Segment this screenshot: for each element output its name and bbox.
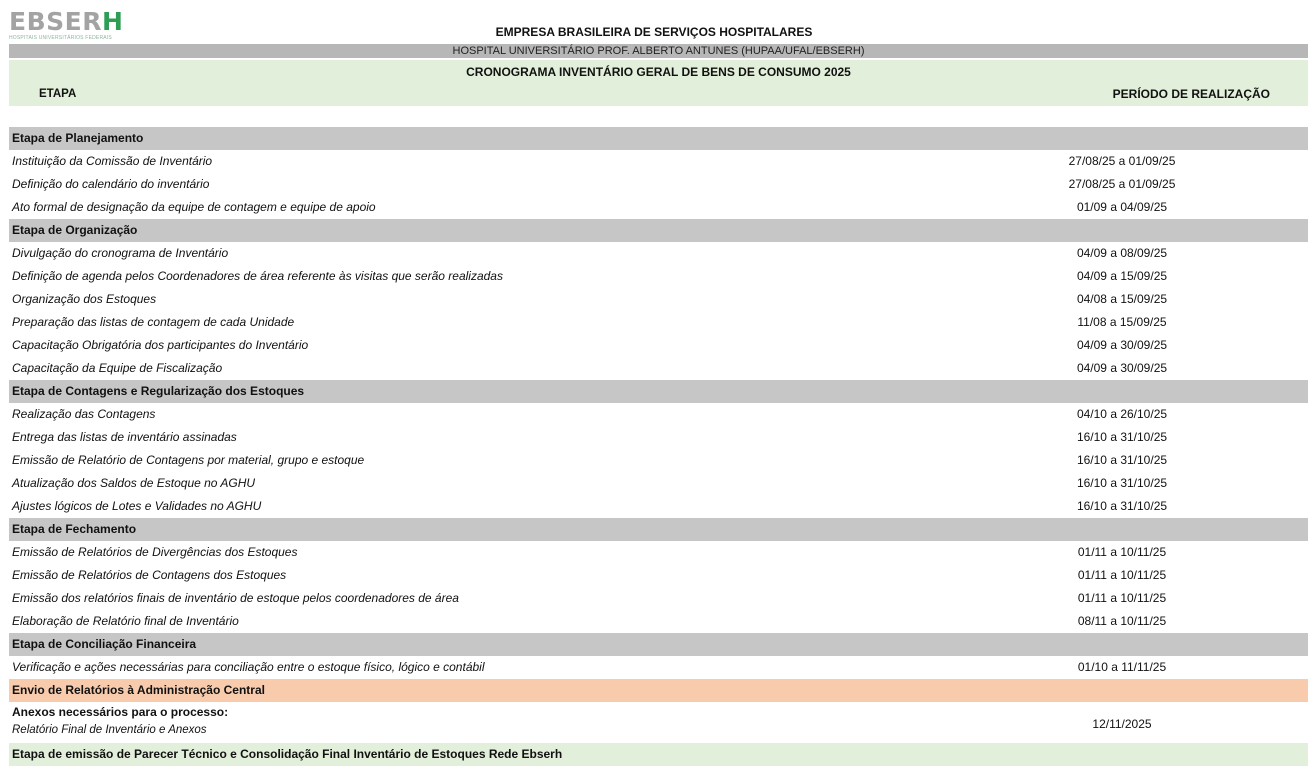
- period-cell: 16/10 a 31/10/25: [1076, 476, 1168, 490]
- section-label: Etapa de Conciliação Financeira: [12, 637, 197, 651]
- table-row: [9, 472, 1308, 495]
- table-row: [9, 242, 1308, 265]
- period-cell: 12/11/2025: [1092, 717, 1152, 731]
- period-cell: 16/10 a 31/10/25: [1076, 430, 1168, 444]
- activity-label: Definição do calendário do inventário: [12, 177, 210, 191]
- activity-label: Preparação das listas de contagem de cada Unidade: [12, 315, 295, 329]
- logo-text: EBSER: [9, 7, 102, 36]
- final-stage-row: [9, 743, 1308, 766]
- activity-label: Emissão de Relatório de Contagens por material, grupo e estoque: [12, 453, 365, 467]
- annex-row: [9, 702, 1308, 743]
- section-label: Etapa de Fechamento: [12, 522, 137, 536]
- table-header: [9, 60, 1308, 106]
- table-row: [9, 587, 1308, 610]
- section-row: [9, 219, 1308, 242]
- activity-label: Verificação e ações necessárias para conciliação entre o estoque físico, lógico e contábil: [12, 660, 485, 674]
- column-header-etapa: ETAPA: [39, 88, 77, 100]
- activity-label: Ajustes lógicos de Lotes e Validades no AGHU: [12, 499, 262, 513]
- organization-title: EMPRESA BRASILEIRA DE SERVIÇOS HOSPITALARES: [495, 25, 813, 39]
- table-row: [9, 265, 1308, 288]
- logo-tagline: HOSPITAIS UNIVERSITÁRIOS FEDERAIS: [9, 35, 112, 41]
- table-row: [9, 311, 1308, 334]
- table-row: [9, 334, 1308, 357]
- table-row: [9, 357, 1308, 380]
- period-cell: 01/09 a 04/09/25: [1076, 200, 1168, 214]
- activity-label: Organização dos Estoques: [12, 292, 157, 306]
- table-row: [9, 610, 1308, 633]
- period-cell: 27/08/25 a 01/09/25: [1068, 177, 1176, 191]
- section-row: [9, 127, 1308, 150]
- table-row: [9, 288, 1308, 311]
- period-cell: 04/09 a 30/09/25: [1076, 361, 1168, 375]
- annex-item: Relatório Final de Inventário e Anexos: [12, 724, 207, 736]
- table-row: [9, 656, 1308, 679]
- period-cell: 04/09 a 15/09/25: [1076, 269, 1168, 283]
- hospital-name: HOSPITAL UNIVERSITÁRIO PROF. ALBERTO ANTUNES (HUPAA/UFAL/EBSERH): [9, 44, 1308, 58]
- section-row: [9, 518, 1308, 541]
- period-cell: 04/09 a 30/09/25: [1076, 338, 1168, 352]
- section-row: [9, 633, 1308, 656]
- period-cell: 01/11 a 10/11/25: [1077, 545, 1167, 559]
- period-cell: 01/10 a 11/11/25: [1077, 660, 1167, 674]
- activity-label: Atualização dos Saldos de Estoque no AGHU: [12, 476, 256, 490]
- period-cell: 08/11 a 10/11/25: [1077, 614, 1167, 628]
- section-row: [9, 380, 1308, 403]
- period-cell: 04/09 a 08/09/25: [1076, 246, 1168, 260]
- table-row: [9, 426, 1308, 449]
- annex-title: Anexos necessários para o processo:: [12, 705, 229, 719]
- table-row: [9, 541, 1308, 564]
- activity-label: Ato formal de designação da equipe de contagem e equipe de apoio: [12, 200, 376, 214]
- period-cell: 16/10 a 31/10/25: [1076, 453, 1168, 467]
- period-cell: 01/11 a 10/11/25: [1077, 568, 1167, 582]
- period-cell: 01/11 a 10/11/25: [1077, 591, 1167, 605]
- schedule-title: CRONOGRAMA INVENTÁRIO GERAL DE BENS DE CONSUMO 2025: [466, 65, 851, 79]
- section-label: Etapa de Planejamento: [12, 131, 144, 145]
- section-label: Etapa de Contagens e Regularização dos Estoques: [12, 384, 305, 398]
- table-row: [9, 564, 1308, 587]
- activity-label: Entrega das listas de inventário assinadas: [12, 430, 237, 444]
- table-row: [9, 196, 1308, 219]
- activity-label: Emissão de Relatórios de Contagens dos Estoques: [12, 568, 287, 582]
- activity-label: Divulgação do cronograma de Inventário: [12, 246, 229, 260]
- table-row: [9, 150, 1308, 173]
- section-label: Etapa de Organização: [12, 223, 138, 237]
- activity-label: Emissão de Relatórios de Divergências dos Estoques: [12, 545, 298, 559]
- activity-label: Definição de agenda pelos Coordenadores de área referente às visitas que serão realizadas: [12, 269, 503, 283]
- period-cell: 04/08 a 15/09/25: [1076, 292, 1168, 306]
- activity-label: Realização das Contagens: [12, 407, 156, 421]
- activity-label: Emissão dos relatórios finais de inventário de estoque pelos coordenadores de área: [12, 591, 459, 605]
- logo-accent: H: [101, 7, 124, 36]
- period-cell: 11/08 a 15/09/25: [1077, 315, 1167, 329]
- activity-label: Instituição da Comissão de Inventário: [12, 154, 213, 168]
- activity-label: Elaboração de Relatório final de Inventário: [12, 614, 239, 628]
- schedule-table: [9, 127, 1308, 766]
- table-row: [9, 403, 1308, 426]
- activity-label: Capacitação da Equipe de Fiscalização: [12, 361, 223, 375]
- period-cell: 16/10 a 31/10/25: [1076, 499, 1168, 513]
- section-row: [9, 679, 1308, 702]
- table-row: [9, 173, 1308, 196]
- period-cell: 27/08/25 a 01/09/25: [1068, 154, 1176, 168]
- period-cell: 04/10 a 26/10/25: [1076, 407, 1168, 421]
- column-header-periodo: PERÍODO DE REALIZAÇÃO: [1112, 87, 1270, 101]
- section-label: Etapa de emissão de Parecer Técnico e Consolidação Final Inventário de Estoques Rede Ebserh: [12, 747, 563, 761]
- activity-label: Capacitação Obrigatória dos participantes do Inventário: [12, 338, 309, 352]
- table-row: [9, 449, 1308, 472]
- table-row: [9, 495, 1308, 518]
- section-label: Envio de Relatórios à Administração Central: [12, 683, 265, 697]
